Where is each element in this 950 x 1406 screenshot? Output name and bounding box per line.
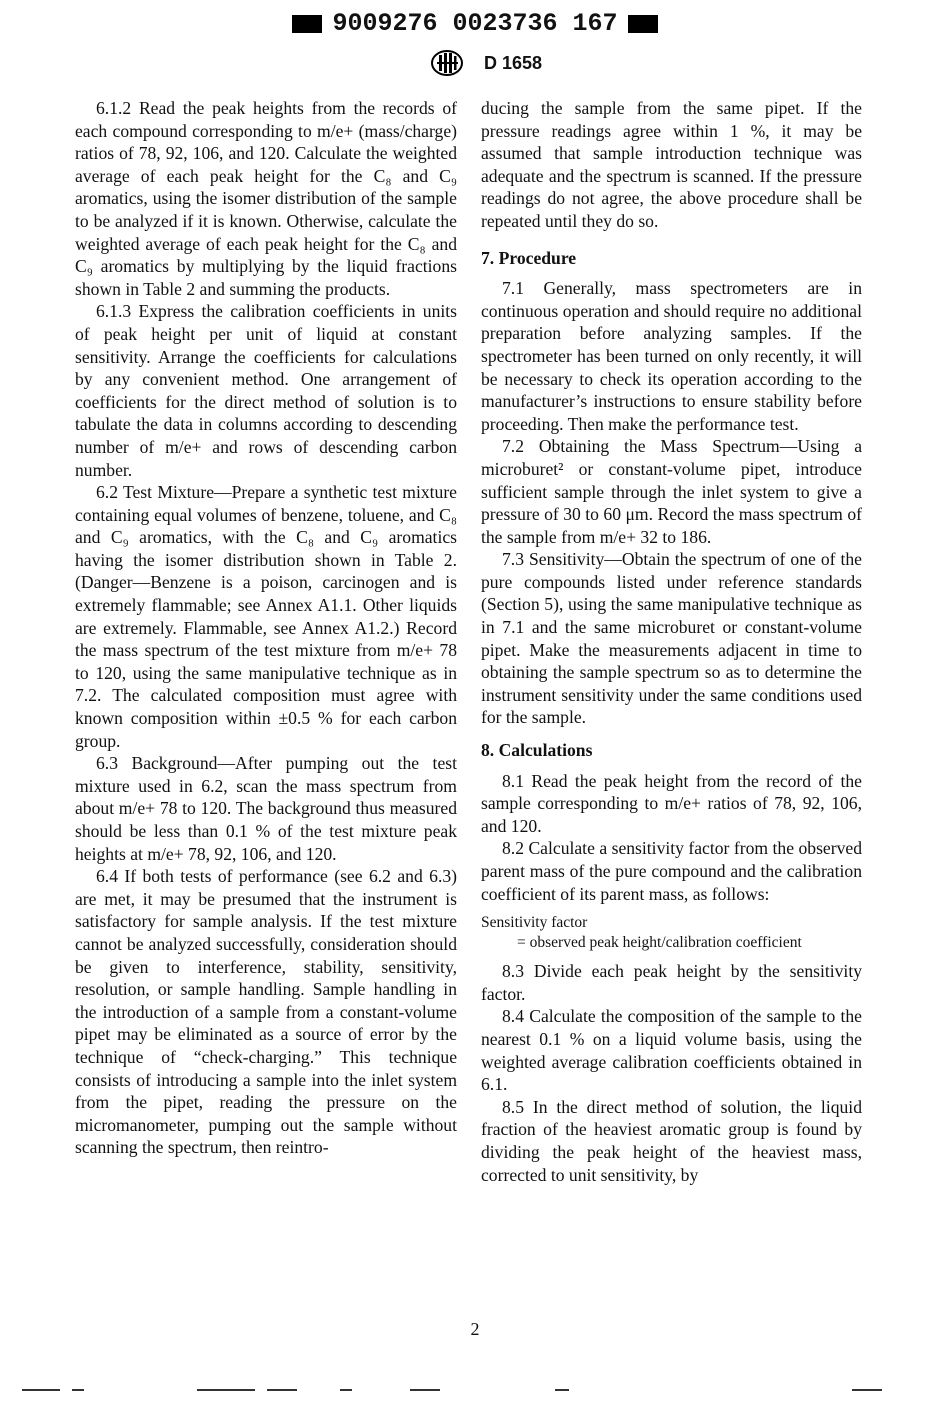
formula-label: Sensitivity factor xyxy=(481,914,588,932)
astm-logo-icon xyxy=(430,50,464,76)
paragraph-6-1-2: 6.1.2 Read the peak heights from the records of each compound corresponding to m/e+ (mass/charge) ratios of 78, 92, 106, and 120. Calculate the weighted average of each peak height for the C₈ and C₉ aromatics, using the isomer distribution of the sample to be analyzed if it is known. Otherwise, calculate the weighted average of each peak height for the C₈ and C₉ aromatics by multiplying by the liquid fractions shown in Table 2 and summing the products. xyxy=(75,98,457,299)
paragraph-7-3: 7.3 Sensitivity—Obtain the spectrum of one of the pure compounds listed under reference standards (Section 5), using the same manipulative technique as in 7.1 and the same microburet or constant-volume pipet. Make the measurements adjacent in time to obtaining the sample spectrum so as to determine the instrument sensitivity under the same conditions used for the sample. xyxy=(481,549,862,728)
paragraph-8-2: 8.2 Calculate a sensitivity factor from the observed parent mass of the pure compound and the calibration coefficient of its parent mass, as follows: xyxy=(481,838,862,904)
paragraph-8-4: 8.4 Calculate the composition of the sample to the nearest 0.1 % on a liquid volume basis, using the weighted average calibration coefficients obtained in 6.1. xyxy=(481,1006,862,1095)
barcode-header xyxy=(0,9,950,38)
page-number: 2 xyxy=(470,1319,480,1339)
paragraph-continuation: ducing the sample from the same pipet. If the pressure readings agree within 1 %, it may be assumed that sample introduction technique was adequate and the spectrum is scanned. If the pressure readings do not agree, the above procedure shall be repeated until they do so. xyxy=(481,98,862,231)
paragraph-7-2: 7.2 Obtaining the Mass Spectrum—Using a microburet² or constant-volume pipet, introduce sufficient sample through the inlet system to give a pressure of 30 to 60 μm. Record the mass spectrum of the sample from m/e+ 32 to 186. xyxy=(481,436,862,547)
paragraph-6-2: 6.2 Test Mixture—Prepare a synthetic test mixture containing equal volumes of benzene, toluene, and C₈ and C₉ aromatics, with the C₈ and C₉ aromatics having the isomer distribution shown in Table 2. (Danger—Benzene is a poison, carcinogen and is extremely flammable; see Annex A1.1. Other liquids are extremely. Flammable, see Annex A1.2.) Record the mass spectrum of the test mixture from m/e+ 78 to 120, using the same manipulative technique as in 7.2. The calculated composition must agree with known composition within ±0.5 % for each carbon group. xyxy=(75,482,457,751)
paragraph-8-3: 8.3 Divide each peak height by the sensitivity factor. xyxy=(481,961,862,1004)
right-column xyxy=(481,97,862,1186)
scan-artifact-lines xyxy=(0,1389,950,1395)
barcode-block-right xyxy=(628,15,658,33)
barcode-text: 9009276 0023736 167 xyxy=(332,9,618,38)
left-column xyxy=(75,97,457,1159)
paragraph-6-3: 6.3 Background—After pumping out the test mixture used in 6.2, scan the mass spectrum from about m/e+ 78 to 120. The background thus measured should be less than 0.1 % of the test mixture peak heights at m/e+ 78, 92, 106, and 120. xyxy=(75,753,457,864)
standard-designation: D 1658 xyxy=(484,53,543,73)
formula-expression: = observed peak height/calibration coefficient xyxy=(517,934,802,952)
paragraph-8-5: 8.5 In the direct method of solution, the liquid fraction of the heaviest aromatic group is found by dividing the peak height of the heaviest mass, corrected to unit sensitivity, by xyxy=(481,1096,862,1185)
paragraph-6-4: 6.4 If both tests of performance (see 6.2 and 6.3) are met, it may be presumed that the instrument is satisfactory for sample analysis. If the test mixture cannot be analyzed successfully, consideration should be given to interference, stability, sensitivity, resolution, or sample handling. Sample handling in the introduction of a sample from a constant-volume pipet may be eliminated as a source of error by the technique of “check-charging.” This technique consists of introducing a sample into the inlet system from the pipet, reading the pressure on the micromanometer, pumping out the sample without scanning the spectrum, then reintro- xyxy=(75,866,457,1158)
sensitivity-factor-formula xyxy=(481,913,862,953)
paragraph-6-1-3: 6.1.3 Express the calibration coefficients in units of peak height per unit of liquid at constant sensitivity. Arrange the coefficients for calculations by any convenient method. One arrangement of coefficients for the direct method of solution is to tabulate the data in columns according to descending number of m/e+ and rows of descending carbon number. xyxy=(75,301,457,480)
barcode-block-left xyxy=(292,15,322,33)
section-heading-calculations: 8. Calculations xyxy=(481,740,593,761)
paragraph-8-1: 8.1 Read the peak height from the record of the sample corresponding to m/e+ ratios of 78, 92, 106, and 120. xyxy=(481,770,862,836)
paragraph-7-1: 7.1 Generally, mass spectrometers are in continuous operation and should require no additional preparation before analyzing samples. If the spectrometer has been turned on only recently, it will be necessary to check its operation according to the manufacturer’s instructions to ensure stability before proceeding. Then make the performance test. xyxy=(481,278,862,434)
section-heading-procedure: 7. Procedure xyxy=(481,247,577,268)
